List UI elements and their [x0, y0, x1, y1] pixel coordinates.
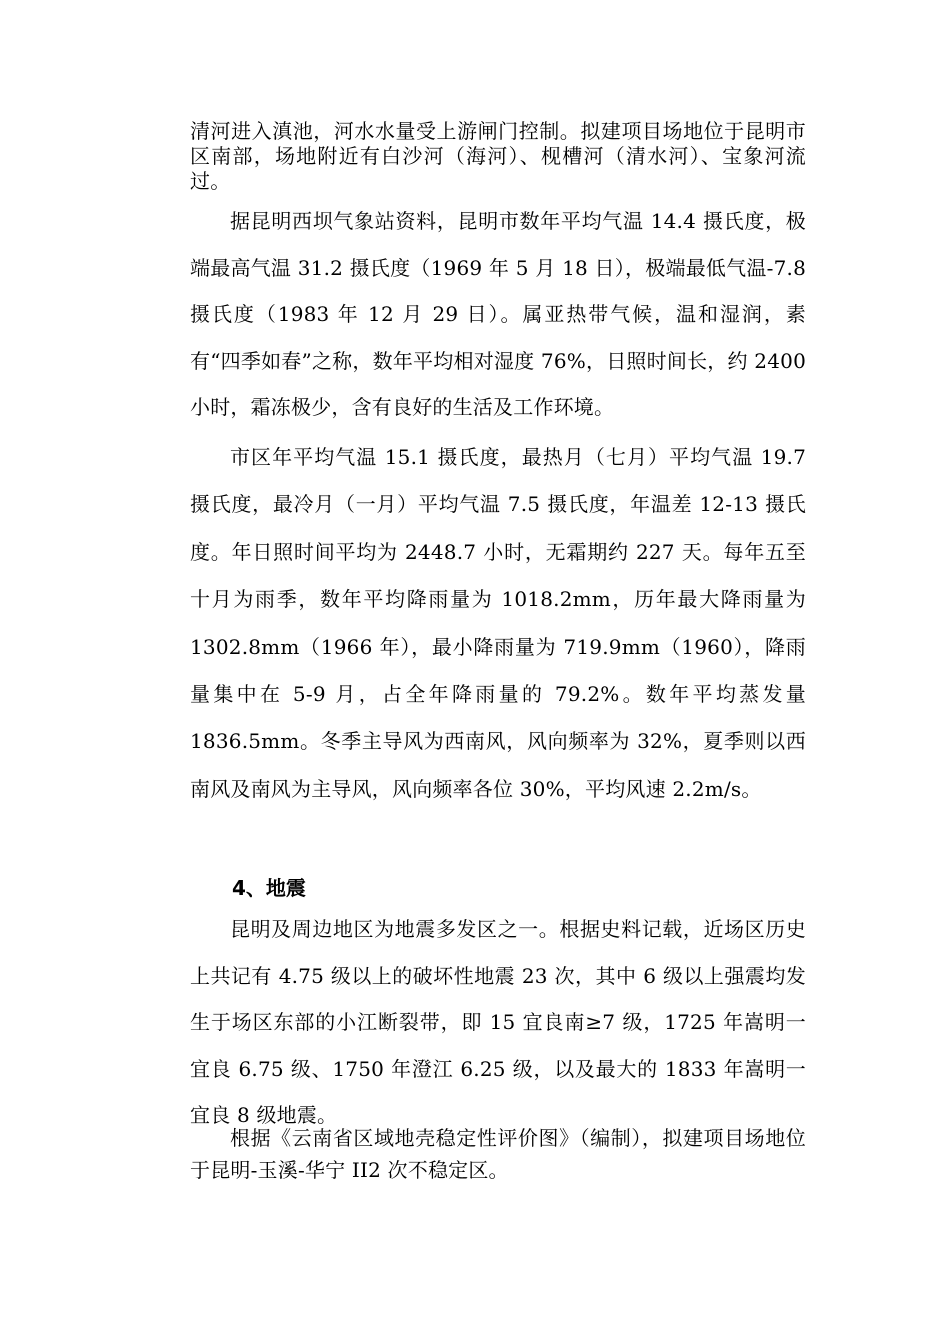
- paragraph-stability-map: 根据《云南省区域地壳稳定性评价图》（编制），拟建项目场地位于昆明-玉溪-华宁 II2 次不稳定区。: [190, 1126, 806, 1182]
- paragraph-earthquake: 昆明及周边地区为地震多发区之一。根据史料记载，近场区历史上共记有 4.75 级以上的破坏性地震 23 次，其中 6 级以上强震均发生于场区东部的小江断裂带，即 15 宜良南≥7 级，1725 年嵩明一宜良 6.75 级、1750 年澄江 6.25 级，以及最大的 1833 年嵩明一宜良 8 级地震。: [190, 917, 806, 1127]
- paragraph-city-climate: 市区年平均气温 15.1 摄氏度，最热月（七月）平均气温 19.7 摄氏度，最冷月（一月）平均气温 7.5 摄氏度，年温差 12-13 摄氏度。年日照时间平均为 2448.7 小时，无霜期约 227 天。每年五至十月为雨季，数年平均降雨量为 1018.2mm，历年最大降雨量为 1302.8mm（1966 年），最小降雨量为 719.9mm（1960），降雨量集中在 5-9 月，占全年降雨量的 79.2%。数年平均蒸发量 1836.5mm。冬季主导风为西南风，风向频率为 32%，夏季则以西南风及南风为主导风，风向频率各位 30%，平均风速 2.2m/s。: [190, 445, 806, 801]
- section-heading-earthquake: 4、地震: [232, 876, 306, 900]
- paragraph-climate: 据昆明西坝气象站资料，昆明市数年平均气温 14.4 摄氏度，极端最高气温 31.2 摄氏度（1969 年 5 月 18 日），极端最低气温-7.8 摄氏度（1983 年 12 月 29 日）。属亚热带气候，温和湿润，素有“四季如春”之称，数年平均相对湿度 76%，日照时间长，约 2400 小时，霜冻极少，含有良好的生活及工作环境。: [190, 209, 806, 419]
- paragraph-river: 清河进入滇池，河水水量受上游闸门控制。拟建项目场地位于昆明市区南部，场地附近有白沙河（海河）、枧槽河（清水河）、宝象河流过。: [190, 119, 806, 193]
